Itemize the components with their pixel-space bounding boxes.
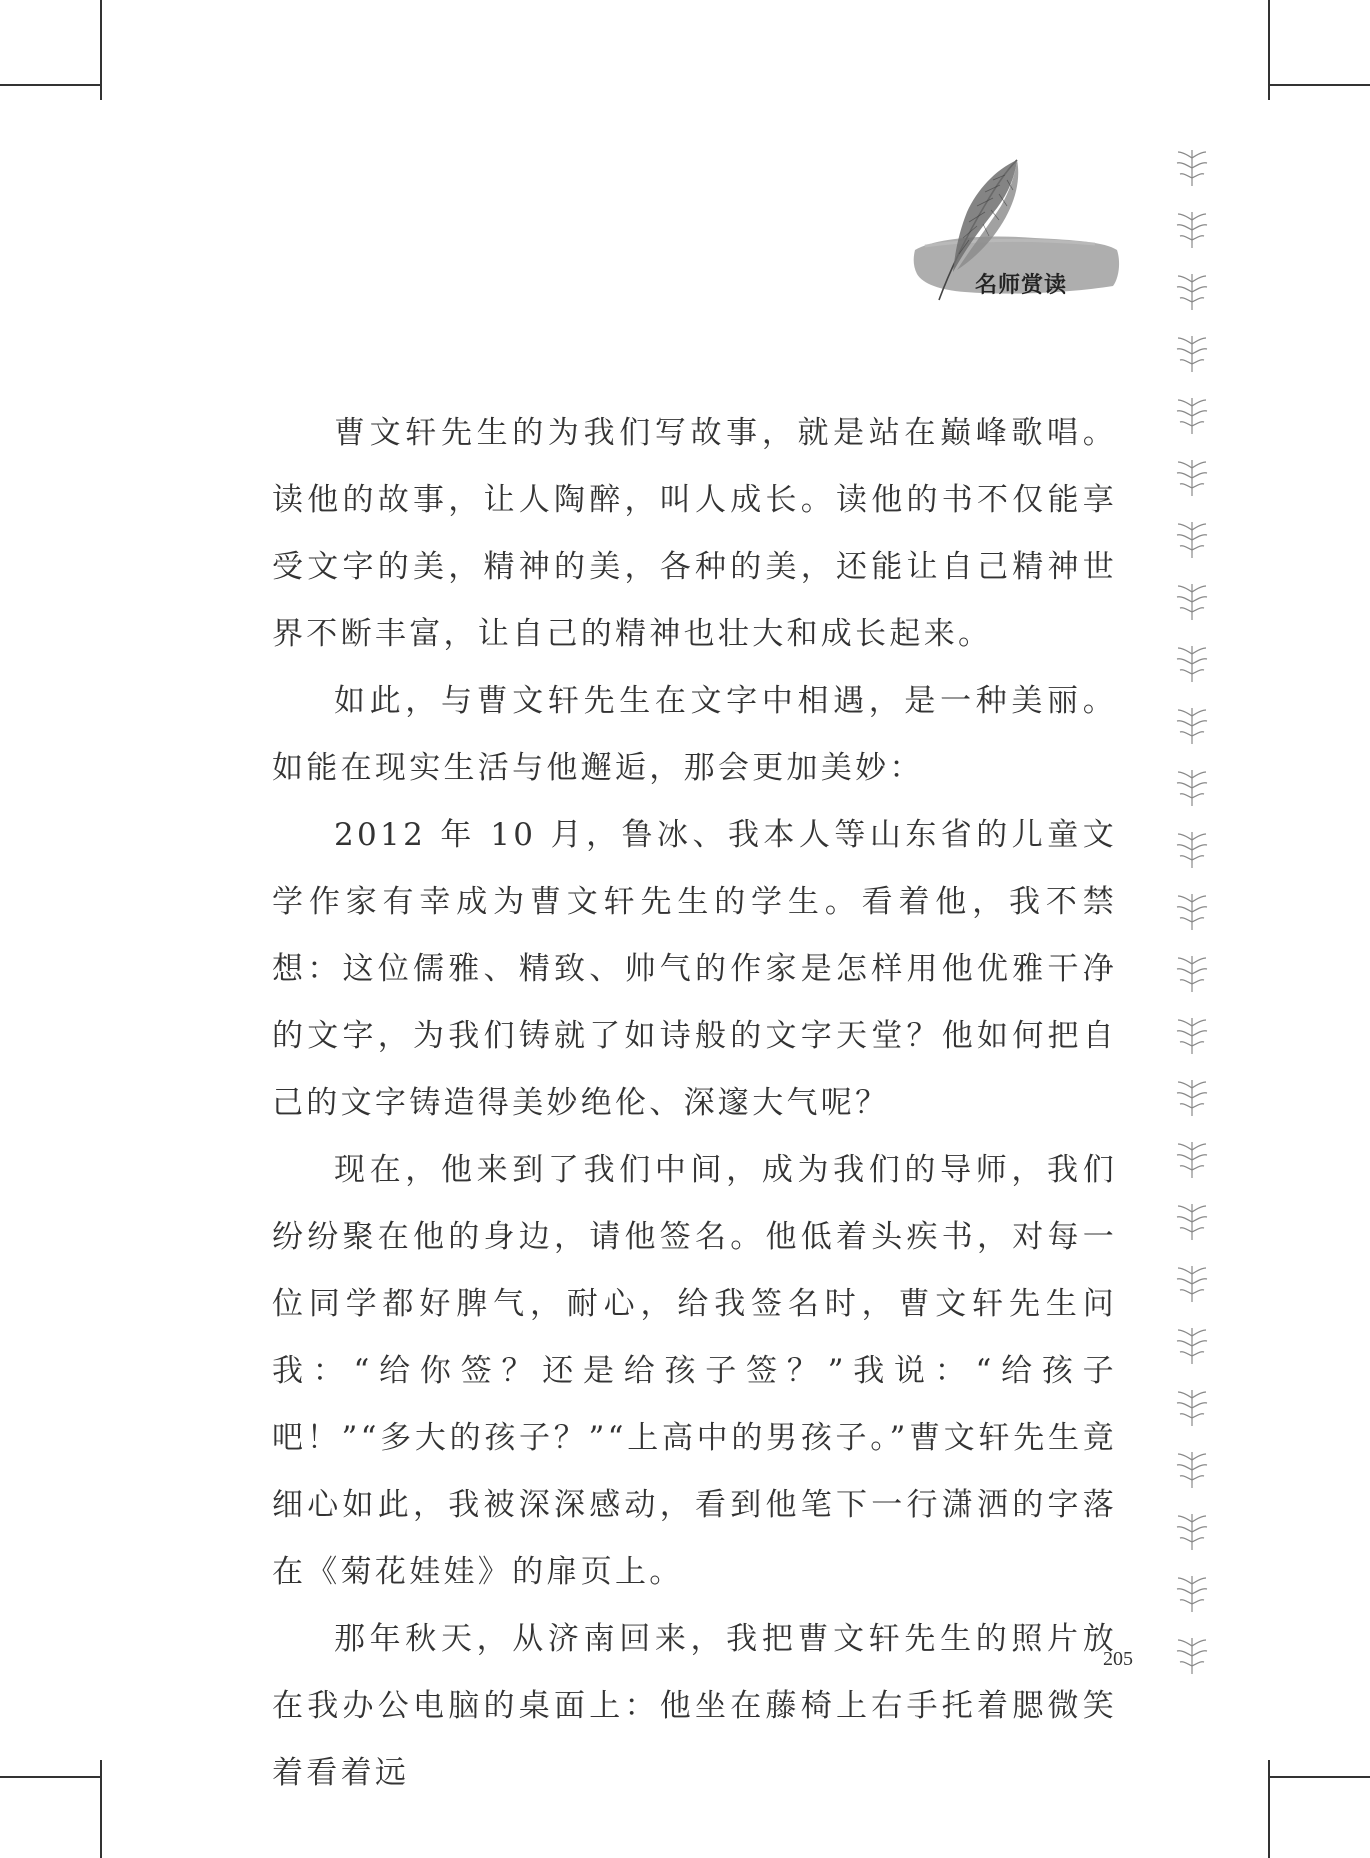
paragraph-4: 现在，他来到了我们中间，成为我们的导师，我们纷纷聚在他的身边，请他签名。他低着头疾书，对每一位同学都好脾气，耐心，给我签名时，曹文轩先生问我：“给你签？还是给孩子签？”我说：“给孩子吧！”“多大的孩子？”“上高中的男孩子。”曹文轩先生竟细心如此，我被深深感动，看到他笔下一行潇洒的字落在《菊花娃娃》的扉页上。	[272, 1152, 1117, 1590]
paragraph-5: 那年秋天，从济南回来，我把曹文轩先生的照片放在我办公电脑的桌面上：他坐在藤椅上右手托着腮微笑着看着远	[272, 1621, 1117, 1791]
page-number: 205	[1103, 1648, 1133, 1670]
vine-decoration-icon	[1172, 150, 1212, 1710]
paragraph-2: 如此，与曹文轩先生在文字中相遇，是一种美丽。如能在现实生活与他邂逅，那会更加美妙：	[272, 683, 1117, 786]
article-body	[272, 400, 1117, 1807]
paragraph-1: 曹文轩先生的为我们写故事，就是站在巅峰歌唱。读他的故事，让人陶醉，叫人成长。读他的书不仅能享受文字的美，精神的美，各种的美，还能让自己精神世界不断丰富，让自己的精神也壮大和成长起来。	[272, 415, 1117, 652]
section-badge-label: 名师赏读	[975, 272, 1068, 298]
section-badge	[905, 150, 1125, 310]
paragraph-3: 2012 年 10 月，鲁冰、我本人等山东省的儿童文学作家有幸成为曹文轩先生的学生。看着他，我不禁想：这位儒雅、精致、帅气的作家是怎样用他优雅干净的文字，为我们铸就了如诗般的文字天堂？他如何把自己的文字铸造得美妙绝伦、深邃大气呢？	[272, 817, 1117, 1121]
